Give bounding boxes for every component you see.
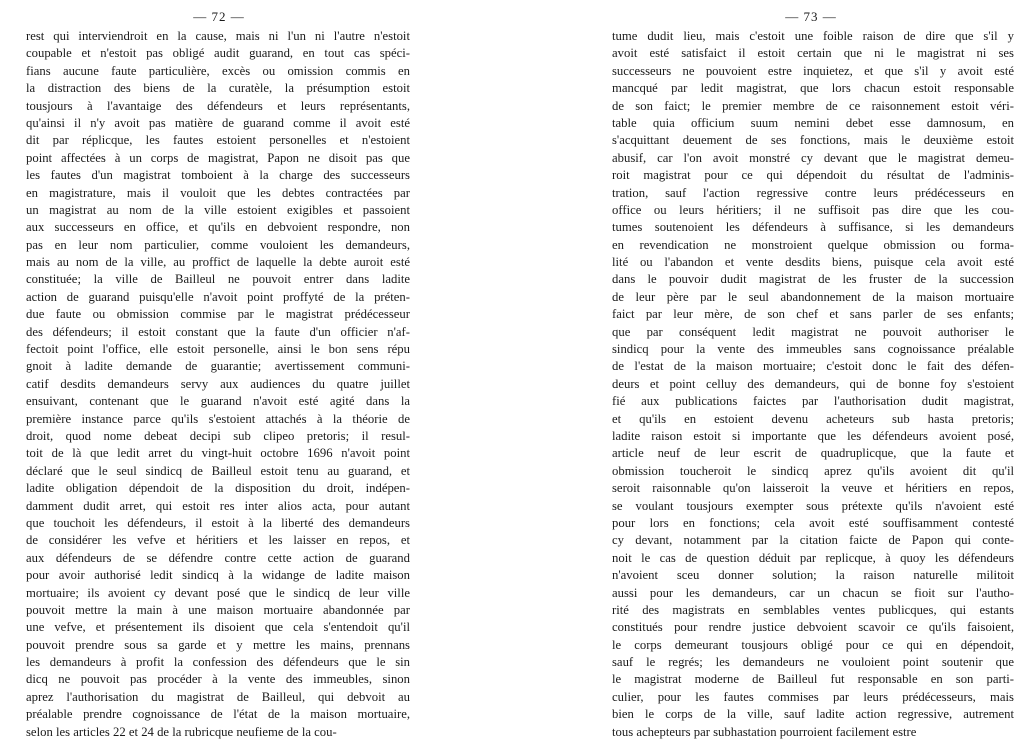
text-line: le corps demeurant tousjours obligé pour ce qui en dépendoit, <box>612 637 1014 652</box>
text-line: constitués pour rendre justice debvoient scavoir ce qu'ils faisoient, <box>612 620 1014 635</box>
text-line: pas en leur nom particulier, comme vouloient les demandeurs, <box>26 237 410 252</box>
right-page <box>512 0 1024 739</box>
text-line: mais au nom de la ville, au proffict de laquelle la debte auroit esté <box>26 255 410 270</box>
text-line: de son faict; le premier membre de ce raisonnement estoit véri- <box>612 98 1014 113</box>
text-line: dit par réplicque, les fautes estoient personelles et n'estoient <box>26 133 410 148</box>
text-line: aussi pour les demandeurs, car un chacun se fioit sur l'autho- <box>612 585 1014 600</box>
text-line: tume dudit lieu, mais c'estoit une foible raison de dire que s'il y <box>612 29 1014 43</box>
text-line: les fautes d'un magistrat tomboient à la charge des successeurs <box>26 168 410 183</box>
text-line: obmission toucheroit le sindicq aprez qu'ils avoient dit qu'il <box>612 463 1014 478</box>
text-line: et qu'ils en estoient devenu acheteurs sub hasta pretoris; <box>612 411 1014 426</box>
text-line: culier, pour les fautes commises par leurs prédécesseurs, mais <box>612 689 1014 704</box>
text-line: fectoit point l'office, elle estoit personelle, ainsi le bon sens répu <box>26 342 410 357</box>
text-line: la distraction des biens de la curatèle, la présumption estoit <box>26 81 410 96</box>
text-line: article neuf de leur escrit de quadruplicque, que la faute et <box>612 446 1014 461</box>
text-line: ladite obligation dépendoit de la disposition du droit, indépen- <box>26 481 410 496</box>
text-line: qu'ainsi il n'y avoit pas matière de guarand comme il avoit esté <box>26 115 410 130</box>
text-line: cy devant, notamment par la citation faicte de Papon qui conte- <box>612 533 1014 548</box>
text-line: des défendeurs; il estoit constant que la faute d'un officier n'af- <box>26 324 410 339</box>
text-line: table quia officium suum nemini debet esse damnosum, en <box>612 115 1014 130</box>
text-line: tumes soutenoient les défendeurs à suffisance, si les demandeurs <box>612 220 1014 235</box>
text-line: tousjours à l'avantaige des défendeurs et leurs représentants, <box>26 98 410 113</box>
text-line: mancqué par ledit magistrat, que lors chacun estoit responsable <box>612 81 1014 96</box>
text-line: préalable prendre cognoissance de l'état de la maison mortuaire, <box>26 707 410 722</box>
text-line: successeurs ne pouvoient estre inquietez, et que s'il y avoit esté <box>612 63 1014 78</box>
left-page <box>0 0 512 739</box>
text-line: fié aux publications faictes par l'authorisation dudit magistrat, <box>612 394 1014 409</box>
text-line: lité ou l'abandon et vente desdits biens, puisque cela avoit esté <box>612 255 1014 270</box>
text-line: damment dudit arret, qui estoit res inter alios acta, pour autant <box>26 498 410 513</box>
text-line: que par conséquent ledit magistrat ne pouvoit authoriser le <box>612 324 1014 339</box>
right-page-text <box>612 28 1014 741</box>
text-line: dans le pouvoir dudit magistrat de les fruster de la succession <box>612 272 1014 287</box>
text-line: aprez l'authorisation du magistrat de Bailleul, qui debvoit au <box>26 689 410 704</box>
text-line: sindicq pour la vente des immeubles sans cognoissance préalable <box>612 342 1014 357</box>
text-line: pouvoit mettre la main à une maison mortuaire abandonnée par <box>26 602 410 617</box>
text-line: un magistrat au nom de la ville estoient exigibles et passoient <box>26 202 410 217</box>
text-line: mortuaire; ils avoient cy devant posé que le sindicq de leur ville <box>26 585 410 600</box>
page-number-right: — 73 — <box>785 9 837 24</box>
text-line: en revendication ne monstroient quelque obmission ou forma- <box>612 237 1014 252</box>
text-line: deurs et point celluy des demandeurs, qui de bonne foy s'estoient <box>612 376 1014 391</box>
text-line: se voulant tousjours exempter sous prétexte qu'ils n'avoient esté <box>612 498 1014 513</box>
left-page-text <box>26 28 410 741</box>
text-line: rest qui interviendroit en la cause, mais ni l'un ni l'autre n'estoit <box>26 29 410 43</box>
text-line: pour lors en fonctions; cela avoit esté souffisamment contesté <box>612 515 1014 530</box>
text-line: pouvoit prendre sous sa garde et y mettre les mains, prennans <box>26 637 410 652</box>
text-line: noit le cas de question déduit par replicque, à quoy les défendeurs <box>612 550 1014 565</box>
text-line: due faute ou obmission commise par le magistrat prédécesseur <box>26 307 410 322</box>
page-number-left: — 72 — <box>193 9 245 24</box>
text-line: action de guarand puisqu'elle n'avoit point proffyté de la préten- <box>26 289 410 304</box>
text-line: abusif, car l'on avoit monstré cy devant que le magistrat demeu- <box>612 150 1014 165</box>
text-line: point affectées à un corps de magistrat, Papon ne disoit pas que <box>26 150 410 165</box>
text-line: tration, sauf l'action regressive contre leurs prédécesseurs en <box>612 185 1014 200</box>
text-line: office ou leurs héritiers; il ne suffisoit pas dire que les cou- <box>612 202 1014 217</box>
text-line: constituée; la ville de Bailleul ne pouvoit entrer dans ladite <box>26 272 410 287</box>
text-line: gnoit à ladite demande de guarantie; avertissement communi- <box>26 359 410 374</box>
text-line: les demandeurs à profit la confession des défendeurs que le sin <box>26 655 410 670</box>
text-line: de considérer les vefve et héritiers et les laisser en repos, et <box>26 533 410 548</box>
text-line: bien le corps de la ville, sauf ladite action regressive, autrement <box>612 707 1014 722</box>
text-line: rité des magistrats en semblables ventes publicques, qui estants <box>612 602 1014 617</box>
text-line: catif desdits demandeurs servy aux audiences du quatre juillet <box>26 376 410 391</box>
text-line: coupable et n'estoit pas obligé audit guarand, en tout cas spéci- <box>26 46 410 61</box>
text-line: toit de là que ledit arret du vingt-huit octobre 1696 n'avoit point <box>26 446 410 461</box>
text-line: ladite raison estoit si importante que les défendeurs avoient posé, <box>612 428 1014 443</box>
text-line: sauf le regrés; les demandeurs ne vouloient point soutenir que <box>612 655 1014 670</box>
text-line: selon les articles 22 et 24 de la rubricque neufieme de la cou- <box>26 724 337 739</box>
text-line: tous achepteurs par subhastation pourroient facilement estre <box>612 724 917 739</box>
text-line: roit magistrat pour ce qui dépendoit du résultat de l'adminis- <box>612 168 1014 183</box>
text-line: seroit raisonnable qu'on laisseroit la veuve et héritiers en repos, <box>612 481 1014 496</box>
text-line: dicq ne pouvoit pas procéder à la vente des immeubles, sinon <box>26 672 410 687</box>
text-line: que touchoit les défendeurs, il estoit à la liberté des demandeurs <box>26 515 410 530</box>
text-line: en magistrature, mais il vouloit que les debtes contractées par <box>26 185 410 200</box>
text-line: déclaré que le seul sindicq de Bailleul estoit tenu au guarand, et <box>26 463 410 478</box>
text-line: pour avoir authorisé ledit sindicq à la widange de ladite maison <box>26 568 410 583</box>
text-line: avoit esté satisfaict il estoit certain que ni le magistrat ni ses <box>612 46 1014 61</box>
text-line: aux successeurs en office, et qu'ils en debvoient respondre, non <box>26 220 410 235</box>
text-line: droit, quod nome debeat decipi sub clipeo pretoris; il resul- <box>26 428 410 443</box>
text-line: fians aucune faute particulière, excès ou omission commis en <box>26 63 410 78</box>
text-line: le magistrat moderne de Bailleul fut responsable en son parti- <box>612 672 1014 687</box>
text-line: ensuivant, contenant que le guarand n'avoit esté agité dans la <box>26 394 410 409</box>
text-line: n'avoient sceu donner solution; la raison naturelle militoit <box>612 568 1014 583</box>
text-line: première instance parce qu'ils s'estoient attachés à la théorie de <box>26 411 410 426</box>
text-line: aux défendeurs de se défendre contre cette action de guarand <box>26 550 410 565</box>
text-line: faict par leur mère, de son chef et sans parler de ses enfants; <box>612 307 1014 322</box>
text-line: de l'estat de la maison mortuaire; c'estoit donc le fait des défen- <box>612 359 1014 374</box>
text-line: une vefve, et présentement ils disoient que cela s'entendoit qu'il <box>26 620 410 635</box>
text-line: de leur père par le seul abandonnement de la maison mortuaire <box>612 289 1014 304</box>
text-line: s'acquittant deuement de ses fonctions, mais le deuxième estoit <box>612 133 1014 148</box>
